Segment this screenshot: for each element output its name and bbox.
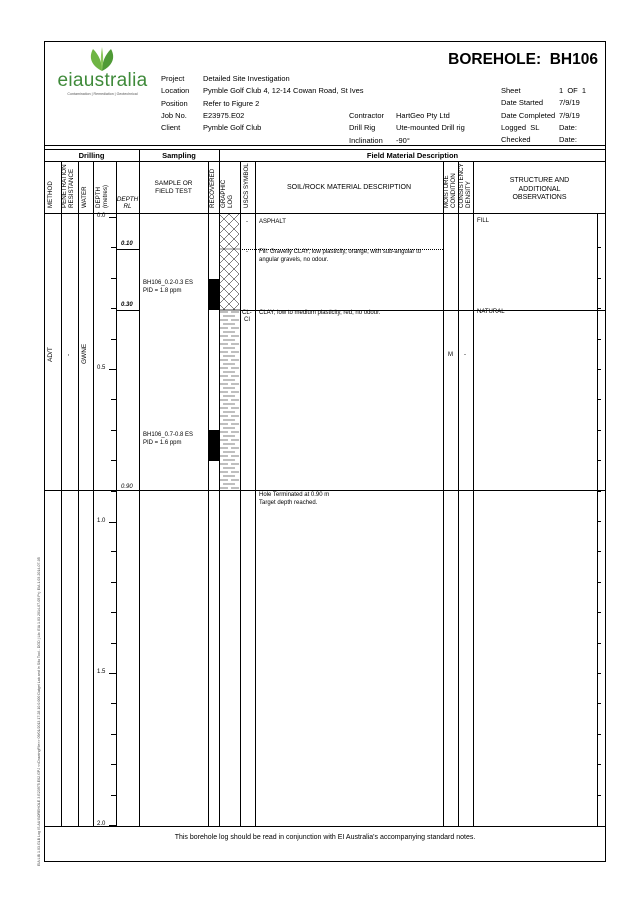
description-fill-line-1: Fill: Gravelly CLAY; low plasticity, orange, with sub-angular to bbox=[259, 249, 422, 255]
sample-pid: PID = 1.6 ppm bbox=[143, 440, 182, 446]
structure-line-3: OBSERVATIONS bbox=[512, 194, 567, 201]
contractor-value: HartGeo Pty Ltd bbox=[396, 111, 450, 120]
depth-major-tick bbox=[109, 369, 116, 370]
col-header-penetration bbox=[62, 164, 75, 208]
client-value: Pymble Golf Club bbox=[203, 123, 262, 133]
col-line bbox=[473, 161, 474, 826]
recovered-sample-bar bbox=[209, 430, 219, 461]
logged-label bbox=[501, 122, 555, 134]
observation-scale-tick bbox=[597, 399, 601, 400]
depth-minor-tick bbox=[111, 460, 116, 461]
location-label: Location bbox=[161, 86, 190, 96]
rule-hole-end bbox=[44, 490, 606, 491]
group-header-sampling: Sampling bbox=[162, 151, 196, 160]
rule-top-1 bbox=[44, 145, 606, 146]
checked-date-label: Date: bbox=[559, 135, 577, 145]
consistency-line-1: CONSISTENCY bbox=[458, 163, 465, 208]
logged-text: Logged bbox=[501, 122, 527, 132]
col-header-structure bbox=[473, 177, 606, 203]
observation-scale-tick bbox=[597, 521, 601, 522]
col-header-depth-rl bbox=[116, 196, 139, 210]
depth-major-tick bbox=[109, 673, 116, 674]
moisture-line-1: MOISTURE bbox=[443, 175, 450, 208]
col-line bbox=[255, 161, 256, 826]
sample-line-1: SAMPLE OR bbox=[154, 180, 193, 187]
col-header-graphic bbox=[221, 180, 234, 208]
water-value: GWNE bbox=[81, 343, 88, 364]
footer-note: This borehole log should be read in conjunction with EI Australia's accompanying standard notes. bbox=[174, 834, 476, 841]
uscs-value: - bbox=[246, 219, 248, 225]
logged-initials: SL bbox=[530, 122, 540, 132]
col-line bbox=[116, 161, 117, 826]
structure-line-1: STRUCTURE AND bbox=[509, 177, 570, 184]
col-line bbox=[458, 161, 459, 826]
depth-minor-tick bbox=[111, 278, 116, 279]
depth-minor-tick bbox=[111, 247, 116, 248]
observation-scale-tick bbox=[597, 703, 601, 704]
asphalt-fill-hatch bbox=[220, 214, 239, 310]
layer-depth-label: 0.30 bbox=[121, 302, 133, 308]
depth-minor-tick bbox=[111, 703, 116, 704]
side-file-info: EIA LIB 1.03.GLB Log IS AU BOREHOLE 3 E23975.E02.GPJ <<DrawingFile>> 09/01/2013 17:28 10.0.000 Datgel Lab and In Situ Tool - DGD | Lib: EIA 1.03 2014-07-05 Prj: EIA 1.03 2014-07-05 bbox=[37, 557, 41, 866]
col-line bbox=[93, 161, 94, 826]
col-line bbox=[61, 161, 62, 826]
depth-minor-tick bbox=[111, 795, 116, 796]
rule-group-header bbox=[44, 161, 606, 162]
sheet-info-labels bbox=[501, 85, 555, 146]
graphic-line-1: GRAPHIC bbox=[220, 179, 227, 208]
depth-rl-line-1: DEPTH bbox=[116, 196, 139, 203]
col-header-uscs: USCS SYMBOL bbox=[243, 163, 250, 208]
depth-minor-tick bbox=[111, 399, 116, 400]
observation-scale-tick bbox=[597, 612, 601, 613]
col-line bbox=[240, 161, 241, 826]
rig-info-labels bbox=[349, 110, 384, 147]
observation-scale-tick bbox=[597, 430, 601, 431]
observation-scale-tick bbox=[597, 551, 601, 552]
group-header-field: Field Material Description bbox=[366, 151, 459, 160]
depth-line-2: (metres) bbox=[101, 184, 109, 208]
layer-depth-label: 0.10 bbox=[121, 241, 133, 247]
depth-minor-tick bbox=[111, 430, 116, 431]
clay-hatch bbox=[220, 310, 239, 490]
depth-major-tick bbox=[109, 522, 116, 523]
col-header-description: SOIL/ROCK MATERIAL DESCRIPTION bbox=[286, 184, 412, 191]
uscs-value: - bbox=[246, 249, 248, 255]
rule-bottom bbox=[44, 826, 606, 827]
observation-fill: FILL bbox=[477, 218, 490, 224]
date-started-label: Date Started bbox=[501, 98, 544, 108]
position-value: Refer to Figure 2 bbox=[203, 98, 260, 108]
company-tagline: Contamination | Remediation | Geotechnical bbox=[67, 92, 138, 96]
col-header-sample bbox=[139, 180, 208, 195]
penetration-line-1: PENETRATION bbox=[61, 164, 68, 208]
depth-tick-label: 1.5 bbox=[97, 669, 106, 675]
observation-scale-tick bbox=[597, 339, 601, 340]
observation-scale-tick bbox=[597, 460, 601, 461]
uscs-value bbox=[242, 310, 252, 324]
depth-minor-tick bbox=[111, 582, 116, 583]
depth-minor-tick bbox=[111, 643, 116, 644]
depth-tick-label: 0.5 bbox=[97, 365, 106, 371]
project-info-labels bbox=[161, 73, 189, 134]
penetration-line-2: RESISTANCE bbox=[67, 168, 75, 208]
rig-info-values bbox=[396, 110, 465, 147]
col-header-recovered: RECOVERED bbox=[209, 168, 216, 208]
depth-minor-tick bbox=[111, 612, 116, 613]
depth-tick-label: 2.0 bbox=[97, 821, 106, 827]
depth-minor-tick bbox=[111, 308, 116, 309]
sheet-label: Sheet bbox=[501, 86, 521, 95]
date-completed-label: Date Completed bbox=[501, 110, 556, 120]
drill-rig-value: Ute-mounted Drill rig bbox=[396, 123, 465, 133]
position-label: Position bbox=[161, 98, 188, 108]
rule-top-2 bbox=[44, 149, 606, 150]
job-no-value: E23975.E02 bbox=[203, 110, 245, 120]
sample-id: BH106_0.2-0.3 ES bbox=[143, 280, 194, 286]
termination-line-2: Target depth reached. bbox=[259, 499, 318, 506]
sample-id: BH106_0.7-0.8 ES bbox=[143, 432, 194, 438]
sample-pid: PID = 1.8 ppm bbox=[143, 288, 182, 294]
inclination-value: -90° bbox=[396, 135, 410, 145]
job-no-label: Job No. bbox=[161, 110, 187, 120]
sample-entry bbox=[143, 279, 193, 295]
depth-minor-tick bbox=[111, 551, 116, 552]
moisture-line-2: CONDITION bbox=[449, 173, 457, 208]
layer-depth-rule bbox=[116, 249, 139, 250]
inclination-label: Inclination bbox=[349, 135, 383, 145]
date-started-value: 7/9/19 bbox=[559, 98, 580, 108]
consistency-line-2: DENSITY bbox=[464, 181, 472, 208]
sheet-value: 1 OF 1 bbox=[559, 86, 587, 95]
depth-major-tick bbox=[109, 217, 116, 218]
observation-scale-tick bbox=[597, 247, 601, 248]
col-line bbox=[443, 161, 444, 826]
method-value: AD/T bbox=[47, 347, 54, 362]
drill-rig-label: Drill Rig bbox=[349, 123, 376, 133]
description-termination bbox=[259, 492, 329, 507]
sample-line-2: FIELD TEST bbox=[155, 187, 192, 195]
depth-tick-label: 1.0 bbox=[97, 518, 106, 524]
project-info-values bbox=[203, 73, 364, 134]
observation-scale-tick bbox=[597, 673, 601, 674]
company-name: eiaustralia bbox=[57, 70, 148, 91]
observation-scale-tick bbox=[597, 764, 601, 765]
col-header-method: METHOD bbox=[47, 181, 54, 208]
consistency-value: - bbox=[464, 352, 466, 358]
graphic-line-2: LOG bbox=[226, 194, 234, 208]
col-line bbox=[208, 161, 209, 826]
location-value: Pymble Golf Club 4, 12-14 Cowan Road, St Ives bbox=[203, 86, 364, 96]
project-value: Detailed Site Investigation bbox=[203, 74, 290, 83]
sample-entry bbox=[143, 431, 193, 447]
col-header-water: WATER bbox=[81, 186, 88, 208]
depth-rl-line-2: RL bbox=[123, 203, 132, 210]
penetration-value: - bbox=[65, 353, 72, 356]
depth-tick-label: 0.0 bbox=[97, 213, 106, 219]
observation-scale-tick bbox=[597, 582, 601, 583]
col-header-depth bbox=[96, 185, 109, 208]
observation-scale-tick bbox=[597, 491, 601, 492]
project-label: Project bbox=[161, 74, 185, 83]
observation-scale-tick bbox=[597, 795, 601, 796]
structure-line-2: ADDITIONAL bbox=[518, 185, 561, 193]
page-frame bbox=[44, 41, 606, 862]
observation-scale-tick bbox=[597, 734, 601, 735]
rule-column-header bbox=[44, 213, 606, 214]
leaf-icon bbox=[85, 46, 119, 72]
layer-depth-rule bbox=[116, 310, 139, 311]
contractor-label: Contractor bbox=[349, 111, 385, 120]
graphic-log bbox=[219, 214, 240, 491]
observation-scale-tick bbox=[597, 369, 601, 370]
col-header-consistency bbox=[459, 163, 472, 208]
borehole-title: BOREHOLE: BH106 bbox=[448, 51, 598, 68]
company-logo bbox=[55, 46, 150, 101]
layer-depth-label: 0.90 bbox=[121, 484, 133, 490]
client-label: Client bbox=[161, 123, 181, 133]
depth-major-tick bbox=[109, 825, 116, 826]
depth-minor-tick bbox=[111, 491, 116, 492]
group-header-drilling: Drilling bbox=[78, 151, 105, 160]
col-line bbox=[78, 161, 79, 826]
description-fill-line-2: angular gravels, no odour. bbox=[259, 256, 329, 263]
uscs-line-1: CL- bbox=[242, 310, 252, 316]
uscs-line-2: CI bbox=[244, 317, 250, 323]
observation-natural: NATURAL bbox=[477, 309, 505, 315]
depth-minor-tick bbox=[111, 764, 116, 765]
observation-scale-tick bbox=[597, 278, 601, 279]
depth-minor-tick bbox=[111, 734, 116, 735]
observation-scale-tick bbox=[597, 643, 601, 644]
col-header-moisture bbox=[444, 173, 457, 208]
observation-scale-tick bbox=[597, 308, 601, 309]
description-fill bbox=[259, 249, 421, 264]
checked-label: Checked bbox=[501, 135, 531, 145]
depth-line-1: DEPTH bbox=[95, 187, 102, 208]
description-clay: CLAY; low to medium plasticity, red, no odour. bbox=[259, 310, 381, 316]
description-asphalt: ASPHALT bbox=[259, 219, 286, 225]
moisture-value: M bbox=[448, 352, 453, 358]
termination-line-1: Hole Terminated at 0.90 m bbox=[259, 492, 330, 498]
sheet-info-values bbox=[559, 85, 586, 146]
col-line bbox=[139, 149, 140, 826]
recovered-sample-bar bbox=[209, 279, 219, 310]
date-completed-value: 7/9/19 bbox=[559, 110, 580, 120]
logged-date-label: Date: bbox=[559, 122, 577, 132]
depth-minor-tick bbox=[111, 339, 116, 340]
